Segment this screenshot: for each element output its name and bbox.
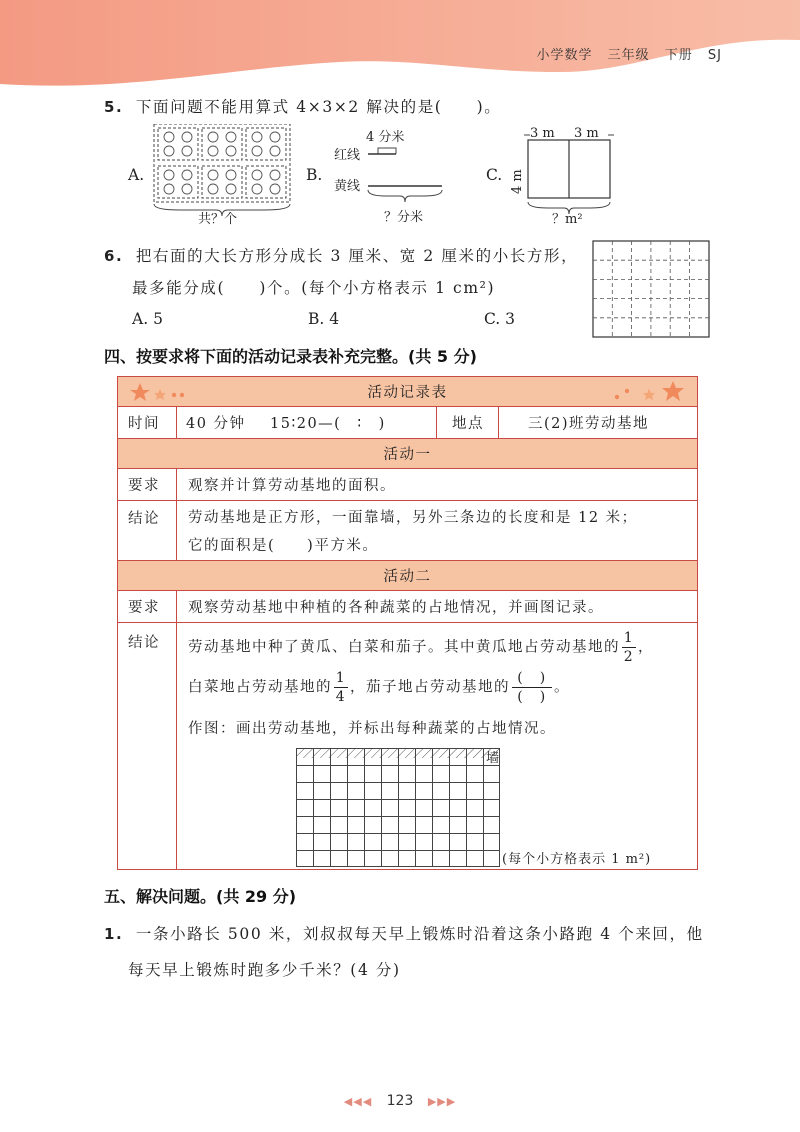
time-row	[118, 407, 697, 439]
conclusion-line-1: 劳动基地是正方形，一面靠墙，另外三条边的长度和是 12 米；	[188, 510, 638, 526]
question-line-1: 把右面的大长方形分成长 3 厘米、宽 2 厘米的小长方形，	[135, 247, 579, 265]
requirement-text: 观察劳动基地中种植的各种蔬菜的占地情况，并画图记录。	[188, 600, 604, 616]
option-c-letter: C.	[486, 166, 503, 184]
conclusion-label: 结论	[128, 511, 160, 527]
header-grade: 三年级	[607, 48, 650, 63]
grid-note: (每个小方格表示 1 m²)	[502, 852, 652, 867]
header-meta	[536, 44, 722, 63]
activity-1-header	[118, 439, 697, 469]
question-number: 6.	[104, 247, 124, 265]
problem-1	[104, 922, 704, 944]
conclusion-line-1: 劳动基地中种了黄瓜、白菜和茄子。其中黄瓜地占劳动基地的 $\frac{1}{2}$ ，	[188, 630, 654, 665]
requirement-text: 观察并计算劳动基地的面积。	[188, 478, 396, 494]
activity-2-title: 活动二	[383, 569, 432, 585]
q6-grid-figure	[592, 240, 712, 340]
option-b-yellow-label: 黄线	[334, 179, 361, 194]
option-b-red-label: 红线	[334, 148, 361, 163]
q6-option-b: B. 4	[308, 310, 340, 328]
problem-line-1: 一条小路长 500 米，刘叔叔每天早上锻炼时沿着这条小路跑 4 个来回，他	[135, 925, 704, 943]
table-title-row	[118, 377, 697, 407]
option-b-figure	[366, 140, 446, 210]
option-c-top-label-1: 3 m	[530, 126, 555, 141]
wall-label: 墙	[486, 751, 500, 766]
duration: 40 分钟	[186, 416, 246, 432]
q6-option-a: A. 5	[132, 310, 163, 328]
activity-record-table	[117, 376, 698, 870]
activity-2-header	[118, 561, 697, 591]
question-6	[104, 244, 578, 266]
option-a-caption: 共？个	[198, 212, 238, 227]
option-c-bottom-label: ？m²	[552, 212, 583, 227]
page-number: 123	[386, 1093, 414, 1109]
conclusion-line-2: 白菜地占劳动基地的 $\frac{1}{4}$ ，茄子地占劳动基地的 $\frac{( )}{( )}$ 。	[188, 670, 570, 705]
garden-grid[interactable]	[296, 748, 502, 868]
conclusion-line-3: 作图：画出劳动基地，并标出每种蔬菜的占地情况。	[188, 721, 556, 737]
question-line-2: 最多能分成( )个。(每个小方格表示 1 cm²)	[132, 279, 496, 297]
question-number: 1.	[104, 925, 124, 943]
header-edition: SJ	[707, 48, 722, 63]
table-title: 活动记录表	[367, 385, 448, 401]
section-4-title: 四、按要求将下面的活动记录表补充完整。(共 5 分)	[104, 347, 477, 366]
place-value: 三(2)班劳动基地	[528, 416, 650, 432]
activity-2-conclusion-row	[118, 623, 697, 869]
header-term: 下册	[664, 48, 693, 63]
q6-option-c: C. 3	[484, 310, 516, 328]
option-b-letter: B.	[306, 166, 323, 184]
activity-2-requirement-row	[118, 591, 697, 623]
conclusion-label: 结论	[128, 635, 160, 651]
requirement-label: 要求	[128, 600, 160, 616]
conclusion-line-2: 它的面积是( )平方米。	[188, 538, 379, 554]
section-5-title: 五、解决问题。(共 29 分)	[104, 887, 297, 906]
question-text: 下面问题不能用算式 4×3×2 解决的是( )。	[135, 98, 502, 116]
activity-1-title: 活动一	[383, 447, 432, 463]
time-label: 时间	[128, 416, 160, 432]
option-c-top-label-2: 3 m	[574, 126, 599, 141]
page-footer	[0, 1093, 800, 1109]
option-a-letter: A.	[128, 166, 145, 184]
option-b-bottom-label: ？分米	[384, 210, 424, 225]
place-label: 地点	[452, 416, 484, 432]
header-subject: 小学数学	[536, 48, 593, 63]
activity-1-requirement-row	[118, 469, 697, 501]
option-c-side-label: 4 m	[510, 169, 525, 194]
question-number: 5.	[104, 98, 124, 116]
right-arrows-icon: ▶▶▶	[427, 1095, 457, 1108]
option-b-top-label: 4 分米	[366, 130, 405, 145]
flower-decoration-icon	[609, 379, 689, 405]
question-5	[104, 95, 501, 117]
activity-1-conclusion-row	[118, 501, 697, 561]
left-arrows-icon: ◀◀◀	[343, 1095, 373, 1108]
problem-line-2: 每天早上锻炼时跑多少千米？(4 分)	[128, 961, 401, 979]
requirement-label: 要求	[128, 478, 160, 494]
time-range: 15∶20—( ∶ )	[270, 416, 386, 432]
